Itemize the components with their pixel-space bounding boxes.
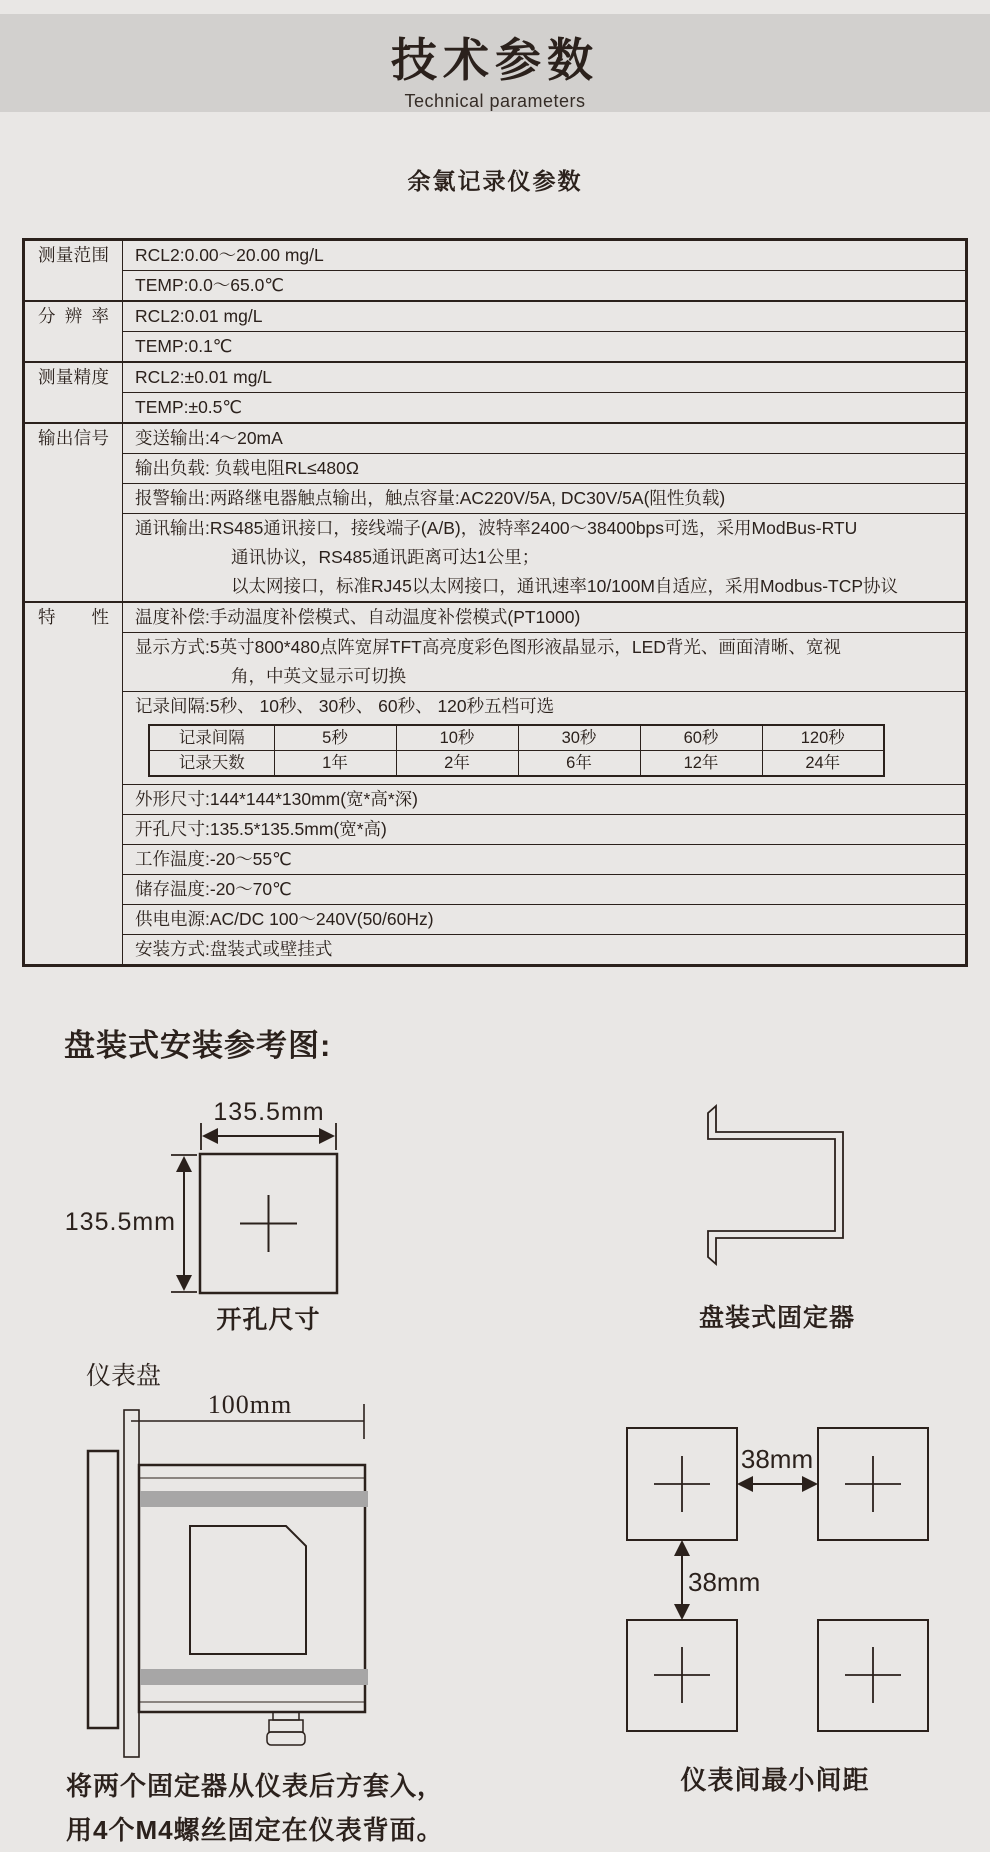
fixer-caption: 盘装式固定器 bbox=[698, 1304, 855, 1332]
spec-value-cell bbox=[123, 633, 967, 692]
display-window bbox=[190, 1526, 306, 1654]
spec-group-label: 特性 bbox=[24, 602, 123, 966]
spec-value-cell bbox=[123, 271, 967, 302]
panel-label: 仪表盘 bbox=[86, 1363, 162, 1390]
vertical-spacing-dimension: 38mm bbox=[688, 1567, 761, 1597]
record-table-cell: 6年 bbox=[518, 751, 640, 777]
installation-diagrams bbox=[0, 980, 990, 1852]
spec-row bbox=[24, 393, 967, 424]
arrowhead bbox=[176, 1275, 192, 1291]
spec-value-cell bbox=[123, 785, 967, 815]
spec-value-cell bbox=[123, 692, 967, 785]
spec-value-cell bbox=[123, 514, 967, 603]
panel-depth-dimension: 100mm bbox=[207, 1390, 293, 1419]
record-table-cell: 120秒 bbox=[762, 725, 884, 751]
spec-row bbox=[24, 815, 967, 845]
page-title: 技术参数 bbox=[391, 34, 599, 86]
spec-value-cell bbox=[123, 905, 967, 935]
record-table-row bbox=[149, 725, 884, 751]
spec-value-line: 储存温度:-20～70℃ bbox=[135, 879, 292, 899]
bracket-shape bbox=[708, 1106, 843, 1264]
cutout-width-dimension: 135.5mm bbox=[213, 1098, 325, 1126]
spec-value-line: 角，中英文显示可切换 bbox=[231, 666, 406, 686]
spec-value-cell bbox=[123, 301, 967, 332]
spec-group-label: 输出信号 bbox=[24, 423, 123, 602]
front-bezel bbox=[88, 1451, 118, 1728]
spec-row bbox=[24, 633, 967, 692]
spec-value-cell bbox=[123, 332, 967, 363]
record-table-cell: 2年 bbox=[396, 751, 518, 777]
spec-value-cell bbox=[123, 935, 967, 966]
arrowhead bbox=[202, 1128, 218, 1144]
spec-row bbox=[24, 301, 967, 332]
cable-gland bbox=[267, 1732, 305, 1745]
cutout-diagram bbox=[171, 1123, 337, 1293]
record-table-cell: 5秒 bbox=[274, 725, 396, 751]
arrowhead bbox=[674, 1604, 690, 1620]
record-table-cell: 60秒 bbox=[640, 725, 762, 751]
arrowhead bbox=[319, 1128, 335, 1144]
spec-group-label: 测量范围 bbox=[24, 240, 123, 302]
record-table-cell: 记录天数 bbox=[149, 751, 274, 777]
spec-group-label: 测量精度 bbox=[24, 362, 123, 423]
spec-value-cell bbox=[123, 815, 967, 845]
spec-value-cell bbox=[123, 484, 967, 514]
panel-side-view bbox=[88, 1404, 368, 1757]
spec-value-line: RCL2:0.00～20.00 mg/L bbox=[135, 245, 324, 265]
spec-value-line: TEMP:0.0～65.0℃ bbox=[135, 275, 285, 295]
cutout-height-dimension: 135.5mm bbox=[64, 1208, 176, 1236]
spec-value-cell bbox=[123, 423, 967, 454]
arrowhead bbox=[674, 1540, 690, 1556]
spec-value-line: TEMP:±0.5℃ bbox=[135, 397, 243, 417]
page-subtitle: Technical parameters bbox=[404, 91, 586, 111]
spec-table bbox=[22, 238, 968, 967]
spacing-caption: 仪表间最小间距 bbox=[680, 1765, 870, 1795]
record-table-cell: 30秒 bbox=[518, 725, 640, 751]
record-table-cell: 12年 bbox=[640, 751, 762, 777]
record-table-cell: 24年 bbox=[762, 751, 884, 777]
spec-row bbox=[24, 692, 967, 785]
spec-value-line: 输出负载: 负载电阻RL≤480Ω bbox=[135, 458, 359, 478]
spec-row bbox=[24, 271, 967, 302]
arrowhead bbox=[802, 1476, 818, 1492]
spec-value-line: 安装方式:盘装式或壁挂式 bbox=[135, 939, 333, 959]
install-section-heading: 盘装式安装参考图: bbox=[64, 1028, 332, 1063]
spec-value-cell bbox=[123, 362, 967, 393]
spec-row bbox=[24, 514, 967, 603]
record-table-cell: 10秒 bbox=[396, 725, 518, 751]
arrowhead bbox=[737, 1476, 753, 1492]
spec-value-line: 通讯协议，RS485通讯距离可达1公里； bbox=[231, 547, 540, 567]
record-table-row bbox=[149, 751, 884, 777]
spec-value-line: 显示方式:5英寸800*480点阵宽屏TFT高亮度彩色图形液晶显示，LED背光、画面清晰、宽视 bbox=[135, 637, 841, 657]
spec-row bbox=[24, 240, 967, 271]
spec-row bbox=[24, 423, 967, 454]
spec-group-label: 分辨率 bbox=[24, 301, 123, 362]
spec-value-line: 外形尺寸:144*144*130mm(宽*高*深) bbox=[135, 789, 419, 809]
spec-row bbox=[24, 484, 967, 514]
fixer-bar-top bbox=[140, 1491, 368, 1507]
spec-row bbox=[24, 454, 967, 484]
spec-value-line: 供电电源:AC/DC 100～240V(50/60Hz) bbox=[135, 909, 434, 929]
fixer-bar-bottom bbox=[140, 1669, 368, 1685]
record-interval-table bbox=[148, 724, 885, 777]
cable-gland bbox=[269, 1720, 303, 1732]
spec-row bbox=[24, 875, 967, 905]
spec-value-cell bbox=[123, 240, 967, 271]
panel-hatch-strip bbox=[124, 1410, 139, 1757]
spec-row bbox=[24, 935, 967, 966]
cutout-caption: 开孔尺寸 bbox=[216, 1306, 321, 1334]
arrowhead bbox=[176, 1156, 192, 1172]
spec-value-line: 以太网接口，标准RJ45以太网接口，通讯速率10/100M自适应，采用Modbus-TCP协议 bbox=[231, 576, 899, 596]
spec-value-line: RCL2:0.01 mg/L bbox=[135, 306, 263, 326]
spec-row bbox=[24, 845, 967, 875]
spec-value-line: 通讯输出:RS485通讯接口，接线端子(A/B)，波特率2400～38400bps可选，采用ModBus-RTU bbox=[135, 518, 858, 538]
spec-value-line: TEMP:0.1℃ bbox=[135, 336, 233, 356]
spec-value-line: 工作温度:-20～55℃ bbox=[135, 849, 292, 869]
install-note bbox=[66, 1764, 444, 1852]
spec-value-line: 温度补偿:手动温度补偿模式、自动温度补偿模式(PT1000) bbox=[135, 607, 581, 627]
spec-value-cell bbox=[123, 845, 967, 875]
spec-row bbox=[24, 332, 967, 363]
install-note-line: 用4个M4螺丝固定在仪表背面。 bbox=[66, 1815, 444, 1845]
spec-value-cell bbox=[123, 875, 967, 905]
spec-row bbox=[24, 362, 967, 393]
spec-value-line: 记录间隔:5秒、 10秒、 30秒、 60秒、 120秒五档可选 bbox=[135, 696, 555, 716]
install-note-line: 将两个固定器从仪表后方套入， bbox=[66, 1771, 445, 1801]
spec-row bbox=[24, 785, 967, 815]
spec-row bbox=[24, 905, 967, 935]
spec-value-cell bbox=[123, 393, 967, 424]
horizontal-spacing-dimension: 38mm bbox=[740, 1444, 814, 1474]
spec-value-cell bbox=[123, 454, 967, 484]
record-table-cell: 1年 bbox=[274, 751, 396, 777]
spec-value-line: 变送输出:4～20mA bbox=[135, 428, 283, 448]
record-table-cell: 记录间隔 bbox=[149, 725, 274, 751]
fixer-bracket-diagram bbox=[708, 1106, 843, 1264]
spec-row bbox=[24, 602, 967, 633]
spec-value-line: RCL2:±0.01 mg/L bbox=[135, 367, 273, 387]
header-band bbox=[0, 14, 990, 112]
section-title: 余氯记录仪参数 bbox=[407, 168, 583, 194]
spec-value-cell bbox=[123, 602, 967, 633]
spec-value-line: 报警输出:两路继电器触点输出，触点容量:AC220V/5A, DC30V/5A(阻性负载) bbox=[135, 488, 726, 508]
spec-value-line: 开孔尺寸:135.5*135.5mm(宽*高) bbox=[135, 819, 387, 839]
